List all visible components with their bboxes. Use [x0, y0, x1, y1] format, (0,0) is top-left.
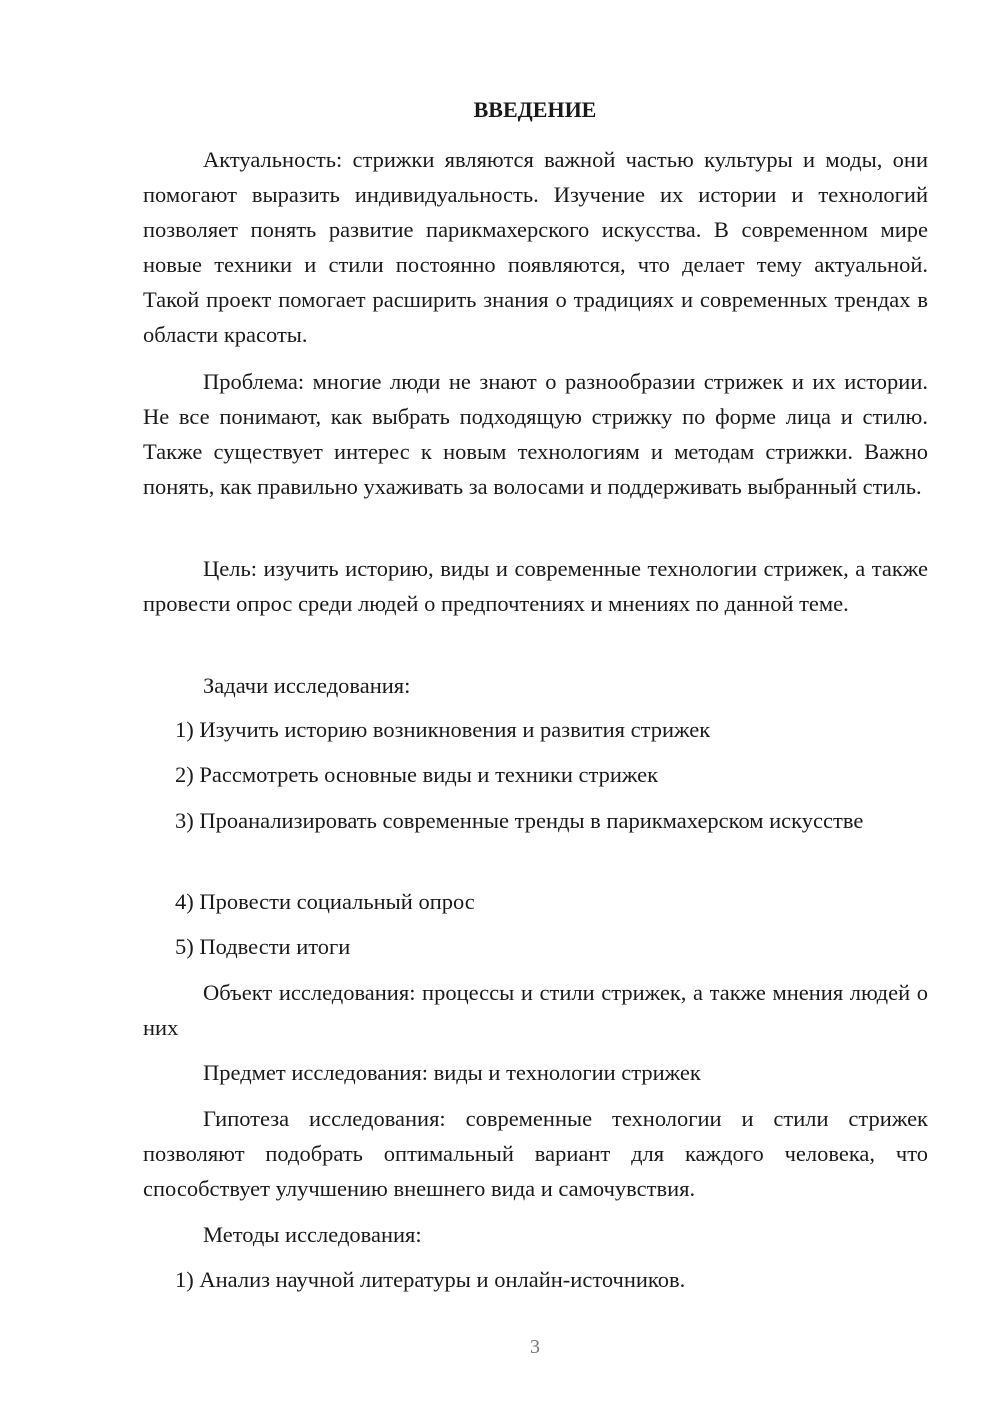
- problem-paragraph: Проблема: многие люди не знают о разнообразии стрижек и их истории. Не все понимают, как выбрать подходящую стрижку по форме лица и стилю. Также существует интерес к новым технологиям и методам стрижки. Важно понять, как правильно ухаживать за волосами и поддерживать выбранный стиль.: [143, 369, 928, 499]
- method-item-1: 1) Анализ научной литературы и онлайн-источников.: [175, 1267, 686, 1292]
- task-item-5: 5) Подвести итоги: [175, 934, 351, 959]
- object-paragraph: Объект исследования: процессы и стили стрижек, а также мнения людей о них: [143, 980, 928, 1040]
- methods-title: Методы исследования:: [203, 1222, 422, 1247]
- goal-paragraph: Цель: изучить историю, виды и современные технологии стрижек, а также провести опрос среди людей о предпочтениях и мнениях по данной теме.: [143, 556, 928, 616]
- task-item-3: 3) Проанализировать современные тренды в парикмахерском искусстве: [175, 808, 864, 833]
- tasks-title: Задачи исследования:: [203, 673, 411, 698]
- task-item-2: 2) Рассмотреть основные виды и техники стрижек: [175, 762, 659, 787]
- hypothesis-paragraph: Гипотеза исследования: современные технологии и стили стрижек позволяют подобрать оптимальный вариант для каждого человека, что способствует улучшению внешнего вида и самочувствия.: [143, 1106, 928, 1201]
- subject-paragraph: Предмет исследования: виды и технологии стрижек: [203, 1060, 701, 1085]
- task-item-4: 4) Провести социальный опрос: [175, 889, 475, 914]
- section-heading: ВВЕДЕНИЕ: [473, 97, 597, 122]
- relevance-paragraph: Актуальность: стрижки являются важной частью культуры и моды, они помогают выразить индивидуальность. Изучение их истории и технологий позволяет понять развитие парикмахерского искусства. В современном мире новые техники и стили постоянно появляются, что делает тему актуальной. Такой проект помогает расширить знания о традициях и современных трендах в области красоты.: [143, 147, 928, 347]
- page-number: 3: [530, 1336, 540, 1358]
- task-item-1: 1) Изучить историю возникновения и развития стрижек: [175, 717, 711, 742]
